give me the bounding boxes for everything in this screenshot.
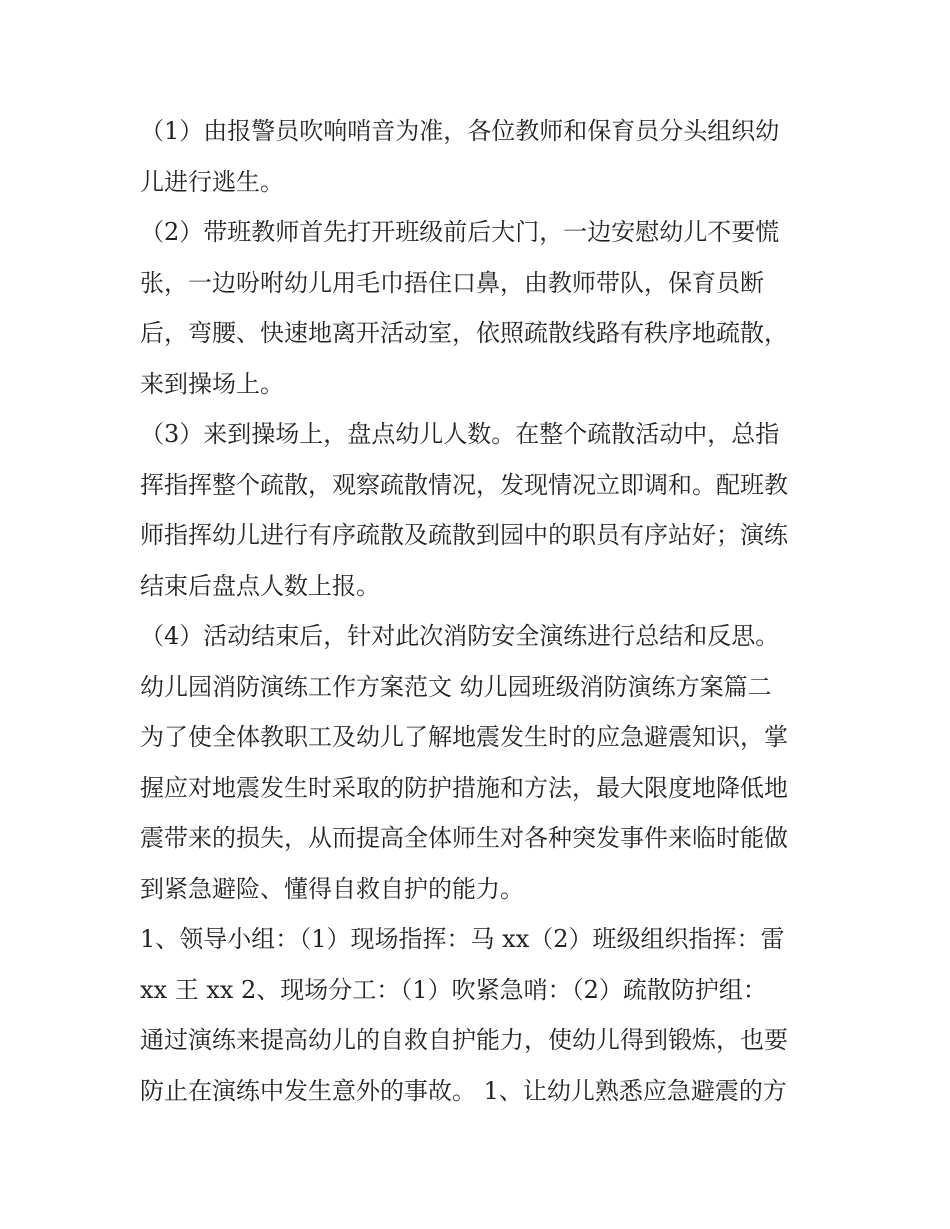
text-line-3: （2）带班教师首先打开班级前后大门，一边安慰幼儿不要慌 [140,218,780,246]
text-line-11: （4）活动结束后，针对此次消防安全演练进行总结和反思。 [140,622,780,650]
text-line-16: 到紧急避险、懂得自救自护的能力。 [140,874,524,903]
text-line-18: xx 王 xx 2、现场分工：（1）吹紧急哨：（2）疏散防护组： [140,975,767,1004]
text-line-13: 为了使全体教职工及幼儿了解地震发生时的应急避震知识，掌 [140,723,788,751]
text-line-2: 儿进行逃生。 [140,167,284,196]
text-line-9: 师指挥幼儿进行有序疏散及疏散到园中的职员有序站好；演练 [140,521,788,549]
text-line-1: （1）由报警员吹响哨音为准，各位教师和保育员分头组织幼 [140,117,780,145]
text-line-10: 结束后盘点人数上报。 [140,571,380,600]
text-line-14: 握应对地震发生时采取的防护措施和方法，最大限度地降低地 [140,773,788,802]
text-line-20: 防止在演练中发生意外的事故。 1、让幼儿熟悉应急避震的方 [140,1076,787,1105]
document-body [140,106,820,1116]
text-line-4: 张，一边吩咐幼儿用毛巾捂住口鼻，由教师带队，保育员断 [140,268,764,297]
text-line-7: （3）来到操场上，盘点幼儿人数。在整个疏散活动中，总指 [140,420,780,448]
text-line-6: 来到操场上。 [140,369,284,398]
text-line-17: 1、领导小组：（1）现场指挥：马 xx（2）班级组织指挥：雷 [140,925,785,953]
text-line-8: 挥指挥整个疏散，观察疏散情况，发现情况立即调和。配班教 [140,470,788,499]
text-line-12: 幼儿园消防演练工作方案范文 幼儿园班级消防演练方案篇二 [140,672,772,701]
text-line-5: 后，弯腰、快速地离开活动室，依照疏散线路有秩序地疏散， [140,319,788,347]
text-line-19: 通过演练来提高幼儿的自救自护能力，使幼儿得到锻炼，也要 [140,1026,788,1054]
text-line-15: 震带来的损失，从而提高全体师生对各种突发事件来临时能做 [140,824,788,852]
